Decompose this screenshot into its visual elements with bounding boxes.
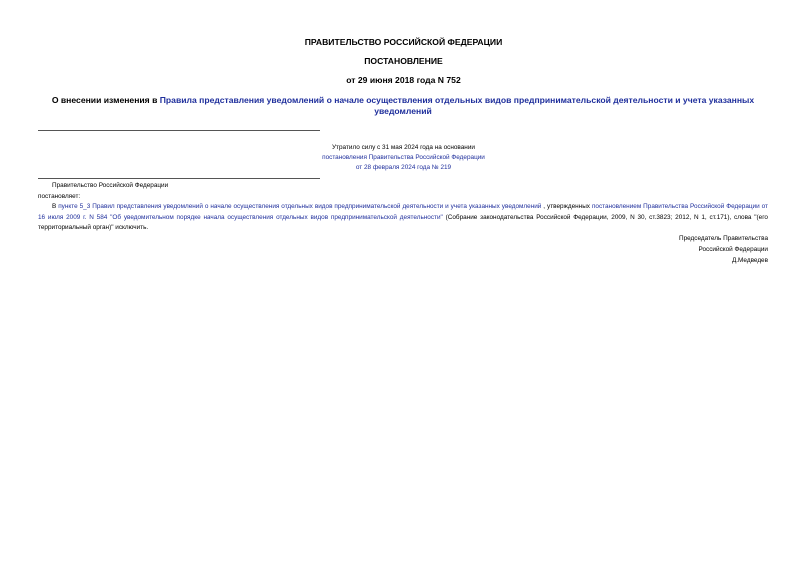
lost-force-line2: [0, 153, 807, 163]
signature-position-line1: Председатель Правительства: [679, 235, 768, 242]
rules-clause-link[interactable]: пункте 5_3 Правил представления уведомлений о начале осуществления отдельных видов предпринимательской деятельности и учета указанных уведомлений: [58, 203, 542, 210]
para-text-3: (Собрание законодательства Российской Федерации, 2009, N 30, ст.3823; 2012, N 1, ст.171), слова "(его территориальный орган)" исключить.: [38, 213, 768, 232]
decree-584-link[interactable]: постановлением Правительства Российской Федерации от 16 июля 2009 г. N 584 "Об уведомительном порядке начала осуществления отдельных видов предпринимательской деятельности": [38, 203, 768, 221]
doc-type-heading: ПОСТАНОВЛЕНИЕ: [364, 56, 443, 66]
separator-bottom: [38, 178, 320, 179]
repeal-decree-date-link[interactable]: от 28 февраля 2024 года № 219: [355, 164, 452, 171]
signature-position-line2: Российской Федерации: [698, 246, 768, 253]
separator-top: [38, 130, 320, 131]
signature-block: [679, 233, 768, 266]
title-prefix: О внесении изменения в: [51, 95, 160, 105]
lost-force-line1: Утратило силу с 31 мая 2024 года на основании: [332, 144, 475, 151]
para-text-1: В: [52, 203, 59, 210]
rules-title-link[interactable]: Правила представления уведомлений о начале осуществления отдельных видов предпринимательской деятельности и учета указанных уведомлений: [159, 95, 755, 116]
decides-label: постановляет:: [38, 193, 81, 200]
org-heading: ПРАВИТЕЛЬСТВО РОССИЙСКОЙ ФЕДЕРАЦИИ: [304, 37, 503, 47]
signature-name: Д.Медведев: [731, 257, 768, 264]
repeal-decree-link[interactable]: постановления Правительства Российской Федерации: [322, 154, 485, 161]
para-text-2: , утвержденных: [541, 203, 592, 210]
government-label: Правительство Российской Федерации: [52, 182, 169, 189]
date-number-heading: от 29 июня 2018 года N 752: [346, 75, 461, 85]
lost-force-line3: [0, 163, 807, 173]
main-paragraph: [38, 202, 768, 234]
document-title: [38, 95, 768, 117]
